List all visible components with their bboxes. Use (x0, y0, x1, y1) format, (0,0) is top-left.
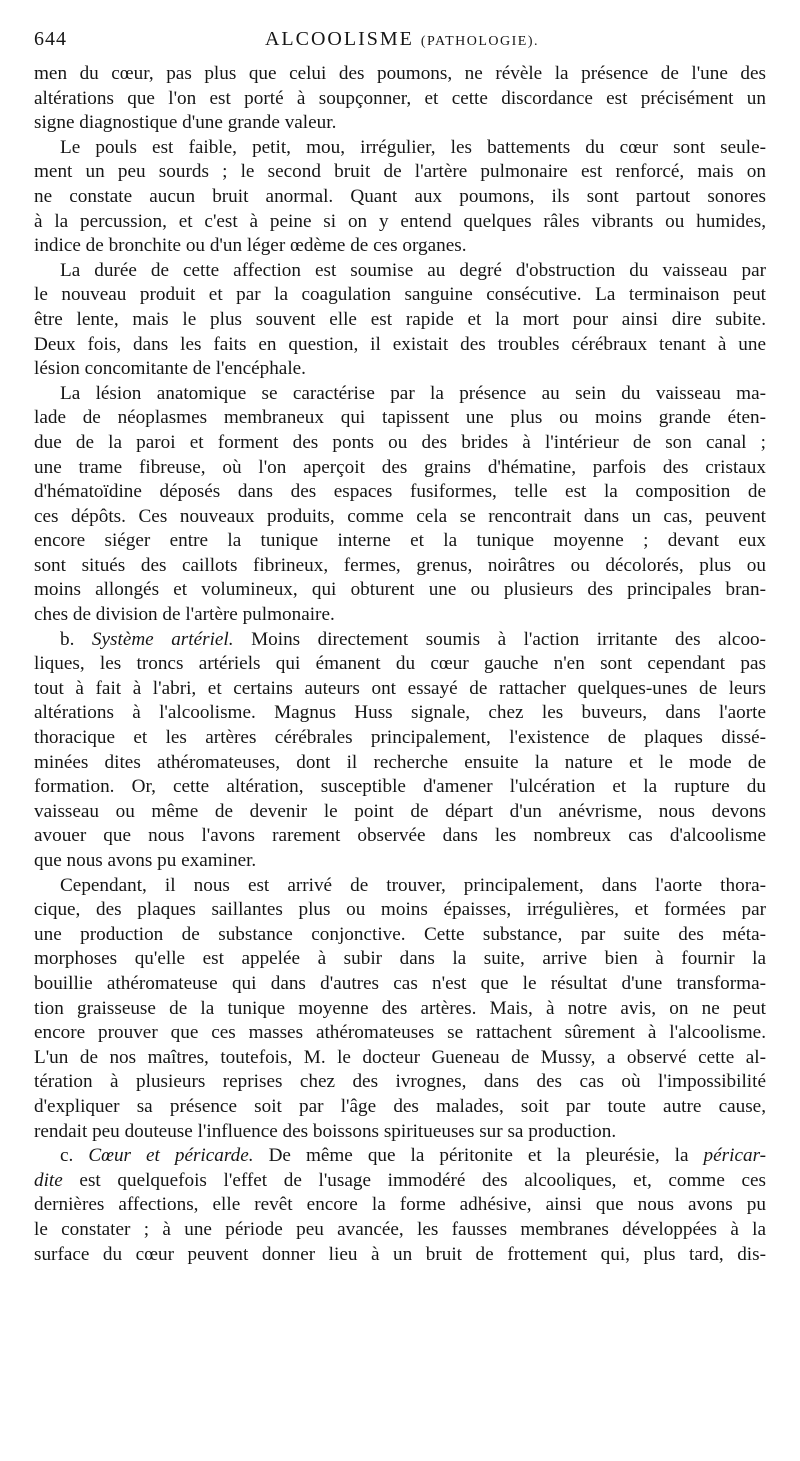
line-text: est quelquefois l'effet de l'usage immodéré des alcooliques, et, comme ces (79, 1169, 766, 1191)
text-line (34, 136, 766, 161)
text-line: ne constate aucun bruit anormal. Quant aux poumons, ils sont partout sonores (34, 185, 766, 207)
text-line: dernières affections, elle revêt encore la forme adhésive, ainsi que nous avons pu (34, 1194, 766, 1216)
text-line: men du cœur, pas plus que celui des poumons, ne révèle la présence de l'une des (34, 63, 766, 84)
text-line (34, 382, 766, 407)
text-line (34, 1144, 766, 1169)
text-line: thoracique et les artères cérébrales principalement, l'existence de plaques dissé- (34, 727, 766, 749)
line-text: Le pouls est faible, petit, mou, irrégulier, les battements du cœur sont seule- (60, 136, 766, 158)
text-line: le constater ; à une période peu avancée, les fausses membranes développées à la (34, 1218, 766, 1240)
text-line: que nous avons pu examiner. (34, 850, 257, 871)
text-line: être lente, mais le plus souvent elle est rapide et la mort pour ainsi dire subite. (34, 308, 766, 330)
text-line: indice de bronchite ou d'un léger œdème de ces organes. (34, 235, 467, 257)
page-header (34, 28, 770, 58)
section-heading: Système artériel. (91, 628, 234, 650)
text-line: tion graisseuse de la tunique moyenne des artères. Mais, à notre avis, on ne peut (34, 997, 766, 1019)
text-line: ces dépôts. Ces nouveaux produits, comme cela se rencontrait dans un cas, peuvent (34, 505, 766, 527)
text-line: altérations que l'on est porté à soupçonner, et cette discordance est précisément un (34, 87, 766, 109)
text-line: vaisseau ou même de devenir le point de départ d'un anévrisme, nous devons (34, 800, 766, 822)
text-line: bouillie athéromateuse qui dans d'autres cas n'est que le résultat d'une transforma- (34, 972, 766, 994)
running-title-sub: (PATHOLOGIE). (420, 34, 540, 49)
text-line: altérations à l'alcoolisme. Magnus Huss signale, chez les buveurs, dans l'aorte (34, 702, 766, 724)
text-line: Deux fois, dans les faits en question, il existait des troubles cérébraux tenant à une (34, 333, 766, 355)
paragraph (34, 382, 766, 628)
text-line (34, 1169, 766, 1194)
text-line: sont situés des caillots fibrineux, fermes, grenus, noirâtres ou décolorés, plus ou (34, 554, 766, 576)
text-line: L'un de nos maîtres, toutefois, M. le docteur Gueneau de Mussy, a observé cette al- (34, 1046, 766, 1068)
paragraph (34, 259, 766, 382)
text-line: tout à fait à l'abri, et certains auteurs ont essayé de rattacher quelques-unes de leurs (34, 677, 766, 699)
text-line: lésion concomitante de l'encéphale. (34, 358, 306, 380)
text-line: formation. Or, cette altération, susceptible d'amener l'ulcération et la rupture du (34, 776, 766, 798)
text-line: moins allongés et volumineux, qui obturent une ou plusieurs des principales bran- (34, 579, 766, 601)
text-line: morphoses qu'elle est appelée à subir dans la suite, arrive bien à fournir la (34, 948, 766, 970)
text-line: rendait peu douteuse l'influence des boissons spiritueuses sur sa production. (34, 1120, 617, 1142)
body-text (34, 62, 766, 1267)
line-text: De même que la péritonite et la pleurésie, la (268, 1145, 689, 1167)
section-letter: c. (60, 1145, 74, 1167)
text-line (34, 628, 766, 653)
paragraph (34, 62, 766, 136)
section-heading: Cœur et péricarde. (88, 1145, 254, 1167)
text-line: signe diagnostique d'une grande valeur. (34, 112, 337, 134)
text-line: d'expliquer sa présence soit par l'âge des malades, soit par toute autre cause, (34, 1095, 766, 1117)
text-line: une trame fibreuse, où l'on aperçoit des grains d'hématine, parfois des cristaux (34, 456, 766, 478)
italic-term: dite (34, 1169, 63, 1191)
paragraph (34, 874, 766, 1145)
section-letter: b. (60, 628, 75, 650)
paragraph (34, 136, 766, 259)
text-line: ches de division de l'artère pulmonaire. (34, 604, 335, 626)
text-line: surface du cœur peuvent donner lieu à un bruit de frottement qui, plus tard, dis- (34, 1243, 766, 1265)
text-line: avouer que nous l'avons rarement observée dans les nombreux cas d'alcoolisme (34, 825, 766, 847)
line-text: Cependant, il nous est arrivé de trouver, principalement, dans l'aorte thora- (60, 874, 766, 896)
text-line: le nouveau produit et par la coagulation sanguine consécutive. La terminaison peut (34, 284, 766, 306)
text-line (34, 259, 766, 284)
page-number: 644 (34, 28, 67, 50)
text-line: minées dites athéromateuses, dont il recherche ensuite la nature et le mode de (34, 751, 766, 773)
text-line (34, 874, 766, 899)
text-line: ment un peu sourds ; le second bruit de l'artère pulmonaire est renforcé, mais on (34, 161, 766, 183)
line-text: Moins directement soumis à l'action irritante des alcoo- (251, 628, 766, 650)
running-title (34, 28, 770, 51)
paragraph (34, 628, 766, 874)
text-line: à la percussion, et c'est à peine si on y entend quelques râles vibrants ou humides, (34, 210, 766, 232)
paragraph (34, 1144, 766, 1267)
text-line: due de la paroi et forment des ponts ou des brides à l'intérieur de son canal ; (34, 431, 766, 453)
text-line: d'hématoïdine déposés dans des espaces fusiformes, telle est la composition de (34, 481, 766, 503)
text-line: lade de néoplasmes membraneux qui tapissent une plus ou moins grande éten- (34, 407, 766, 429)
text-line: liques, les troncs artériels qui émanent du cœur gauche n'en sont cependant pas (34, 653, 766, 675)
line-text: La lésion anatomique se caractérise par la présence au sein du vaisseau ma- (60, 382, 766, 404)
text-line: une production de substance conjonctive. Cette substance, par suite des méta- (34, 923, 766, 945)
text-line: cique, des plaques saillantes plus ou moins épaisses, irrégulières, et formées par (34, 899, 766, 921)
line-text: La durée de cette affection est soumise au degré d'obstruction du vaisseau par (60, 259, 766, 281)
running-title-main: ALCOOLISME (264, 28, 414, 50)
text-line: encore siéger entre la tunique interne et la tunique moyenne ; devant eux (34, 530, 766, 552)
text-line: encore prouver que ces masses athéromateuses se rattachent sûrement à l'alcoolisme. (34, 1022, 766, 1044)
text-line: tération à plusieurs reprises chez des ivrognes, dans des cas où l'impossibilité (34, 1071, 766, 1093)
italic-term: péricar- (703, 1145, 766, 1167)
